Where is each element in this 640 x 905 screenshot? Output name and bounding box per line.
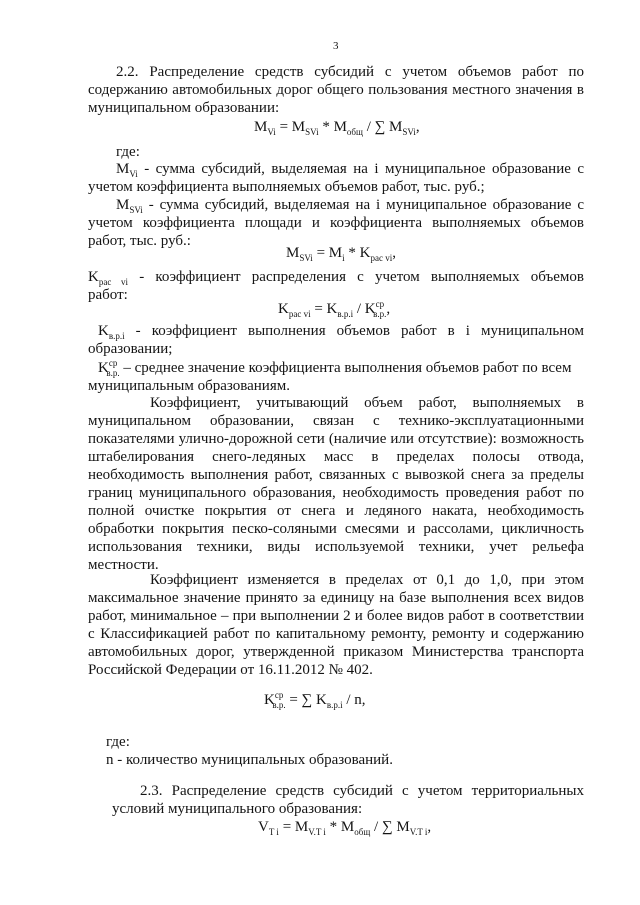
p1-line: показателями улично-дорожной сети (наличие или отсутствие): возможность (88, 431, 584, 447)
s22-line3: муниципальном образовании: (88, 100, 280, 116)
p2-line: автомобильных дорог, утвержденной приказом Министерства транспорта (88, 644, 584, 660)
p1-line: обработки покрытия песко-соляными смесями и рассолами, цикличность (88, 521, 584, 537)
p1-line: использования техники, виды используемой техники, учет рельефа (88, 539, 584, 555)
p1-line: местности. (88, 557, 159, 573)
def-m-svi-1: $M_{SVi}$ - сумма субсидий, выделяемая на i муниципальное образование с (116, 197, 584, 215)
p1-line: границ муниципального образования, необходимость проведения работ по (88, 485, 584, 501)
p2-line: работ, минимальное – при выполнении 2 и более видов работ в соответствии (88, 608, 584, 624)
p1-line: муниципальном образовании, связан с технико-эксплуатационными (88, 413, 584, 429)
s22-line1: 2.2. Распределение средств субсидий с учетом объемов работ по (116, 64, 584, 80)
formula-3: $K_{рас vi} = K_{в.р.i} / K^{ср}_{в.р.}$, (278, 299, 391, 319)
page-number: 3 (333, 40, 339, 52)
p1-line: необходимость выполнения работ, связанных с вывозкой снега за пределы (88, 467, 584, 483)
s23-line2: условий муниципального образования: (112, 801, 363, 817)
p2-line: Российской Федерации от 16.11.2012 № 402. (88, 662, 373, 678)
formula-2: $M_{SVi} = M_i * K_{рас vi}$, (286, 245, 396, 263)
p2-line: с Классификацией работ по капитальному ремонту, ремонту и содержанию (88, 626, 584, 642)
formula-1: $M_{Vi} = M_{SVi} * M_{общ}$ / ∑ $M_{SVi}$, (254, 119, 420, 137)
p2-line: Коэффициент изменяется в пределах от 0,1 до 1,0, при этом (150, 572, 584, 588)
def-m-vi-2: учетом коэффициента выполняемых объемов работ, тыс. руб.; (88, 179, 485, 195)
s23-line1: 2.3. Распределение средств субсидий с учетом территориальных (140, 783, 584, 799)
def-k-ras-1: $K_{рас vi}$ - коэффициент распределения с учетом выполняемых объемов (88, 269, 584, 287)
p2-line: максимальное значение принято за единицу на базе выполнения всех видов (88, 590, 584, 606)
def-k-sr-1: $K^{ср}_{в.р.}$ – среднее значение коэффициента выполнения объемов работ по всем (98, 358, 572, 378)
def-m-vi-1: $M_{Vi}$ - сумма субсидий, выделяемая на i муниципальное образование с (116, 161, 584, 179)
def-k-vr-2: образовании; (88, 341, 173, 357)
def-k-ras-2: работ: (88, 287, 128, 303)
def-k-sr-2: муниципальным образованиям. (88, 378, 290, 394)
def-m-svi-2: учетом коэффициента площади и коэффициента выполняемых объемов (88, 215, 584, 231)
def-m-svi-3: работ, тыс. руб.: (88, 233, 191, 249)
def-k-vr-1: $K_{в.р.i}$ - коэффициент выполнения объемов работ в i муниципальном (98, 323, 584, 341)
where-label: где: (116, 144, 140, 160)
n-definition: n - количество муниципальных образований. (106, 752, 393, 768)
s22-line2: содержанию автомобильных дорог общего пользования местного значения в (88, 82, 584, 98)
p1-line: штабелирования снего-ледяных масс в пределах полосы отвода, (88, 449, 584, 465)
p1-line: полной очистке покрытия от снега и ледяного наката, необходимость (88, 503, 584, 519)
formula-5: $V_{T i} = M_{V.T i} * M_{общ}$ / ∑ $M_{V.T i}$, (258, 819, 432, 837)
where-label-2: где: (106, 734, 130, 750)
formula-4: $K^{ср}_{в.р.}$ = ∑ $K_{в.р.i}$ / n, (264, 690, 366, 710)
p1-line: Коэффициент, учитывающий объем работ, выполняемых в (150, 395, 584, 411)
